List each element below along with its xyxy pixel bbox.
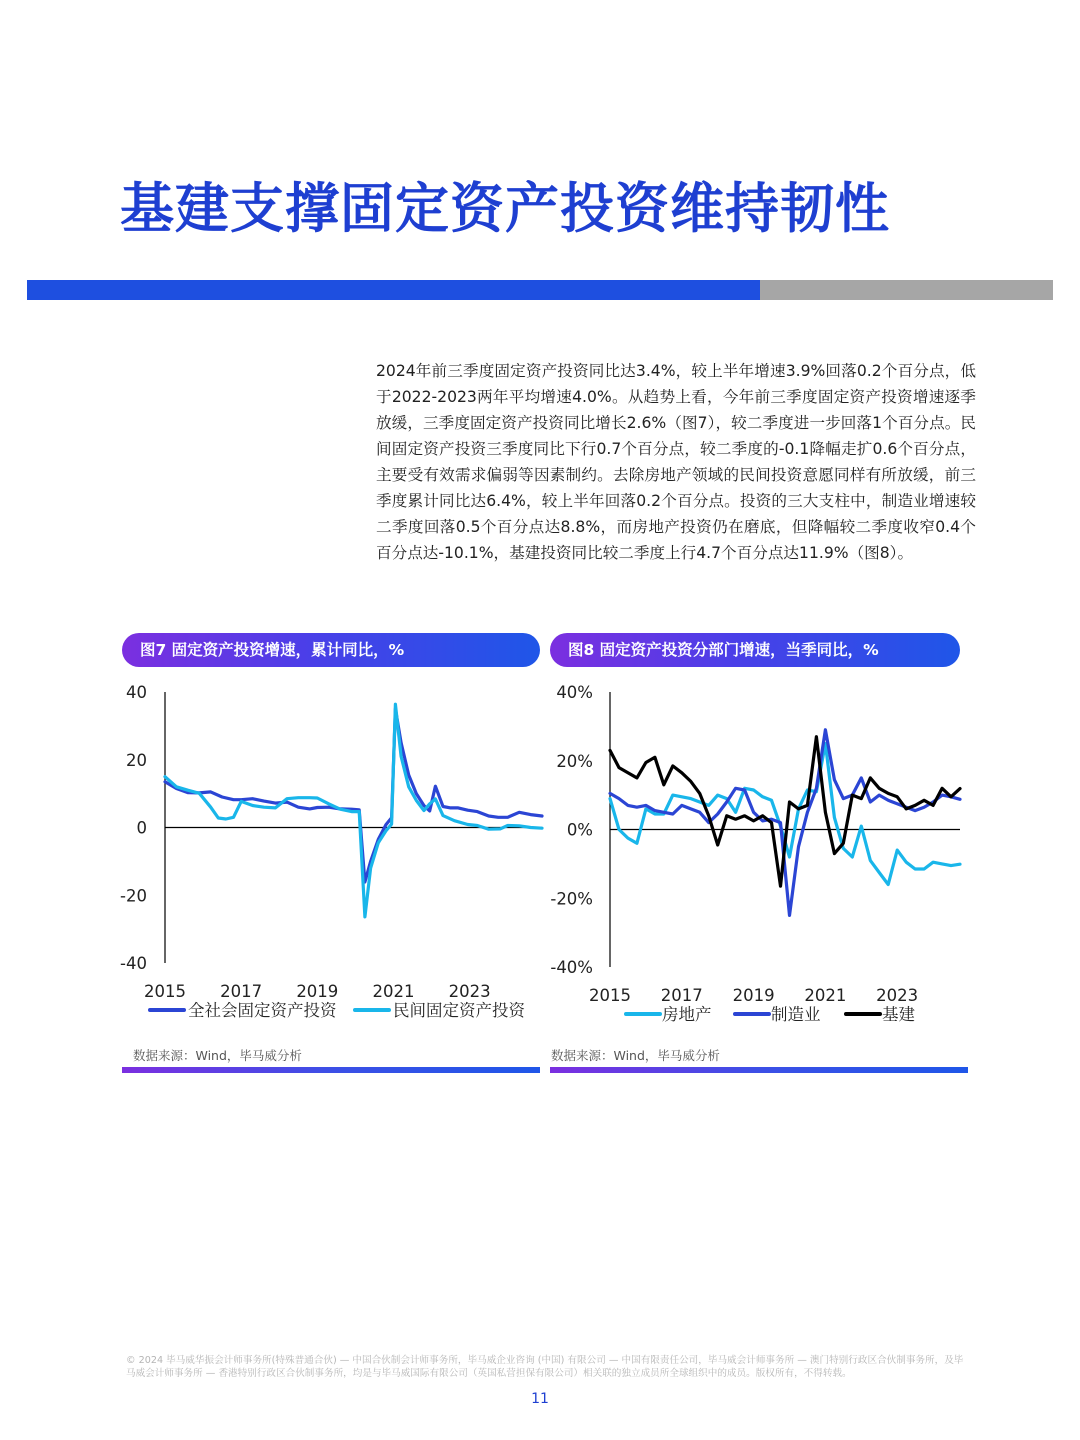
legend-label: 民间固定资产投资	[393, 1001, 525, 1020]
x-tick-label: 2015	[144, 982, 186, 1001]
series-line-2	[610, 730, 960, 916]
figure7-chart	[120, 675, 545, 1040]
legend-label: 房地产	[662, 1005, 712, 1024]
y-tick-label: 20%	[556, 751, 593, 771]
title-rule-blue	[27, 280, 760, 300]
y-tick-label: -40%	[550, 958, 593, 977]
y-tick-label: 0%	[566, 820, 593, 840]
body-paragraph: 2024年前三季度固定资产投资同比达3.4%，较上半年增速3.9%回落0.2个百分点，低于2022-2023两年平均增速4.0%。从趋势上看，今年前三季度固定资产投资增速逐季放缓，三季度固定资产投资同比增长2.6%（图7），较二季度进一步回落1个百分点。民间固定资产投资三季度同比下行0.7个百分点，较二季度的-0.1降幅走扩0.6个百分点，主要受有效需求偏弱等因素制约。去除房地产领域的民间投资意愿同样有所放缓，前三季度累计同比达6.4%，较上半年回落0.2个百分点。投资的三大支柱中，制造业增速较二季度回落0.5个百分点达8.8%，而房地产投资仍在磨底，但降幅较二季度收窄0.4个百分点达-10.1%，基建投资同比较二季度上行4.7个百分点达11.9%（图8）。	[376, 362, 976, 562]
figure7-header: 图7 固定资产投资增速，累计同比，%	[122, 633, 540, 667]
y-tick-label: -20	[120, 886, 147, 906]
series-line-2	[165, 704, 542, 917]
x-tick-label: 2017	[220, 982, 263, 1001]
page-number: 11	[531, 1391, 549, 1407]
figure7-footer-bar	[122, 1067, 540, 1073]
y-tick-label: -20%	[550, 889, 593, 909]
figure8-header: 图8 固定资产投资分部门增速，当季同比，%	[550, 633, 960, 667]
x-tick-label: 2019	[732, 986, 775, 1005]
figure8-chart	[548, 675, 973, 1040]
title-rule-gray	[760, 280, 1053, 300]
x-tick-label: 2015	[589, 986, 631, 1005]
figure8-footer-bar	[550, 1067, 968, 1073]
y-tick-label: 40%	[556, 683, 593, 702]
copyright-notice: © 2024 毕马威华振会计师事务所(特殊普通合伙) — 中国合伙制会计师事务所，毕马威企业咨询 (中国) 有限公司 — 中国有限责任公司，毕马威会计师事务所 — 澳门特别行政区合伙制事务所，及毕马威会计师事务所 — 香港特别行政区合伙制事务所，均是与毕马威国际有限公司（英国私营担保有限公司）相关联的独立成员所全球组织中的成员。版权所有，不得转载。	[126, 1355, 964, 1379]
figure7-source: 数据来源：Wind，毕马威分析	[133, 1048, 302, 1063]
x-tick-label: 2021	[372, 982, 415, 1001]
x-tick-label: 2023	[876, 986, 919, 1005]
x-tick-label: 2017	[660, 986, 703, 1005]
y-tick-label: 20	[126, 750, 147, 770]
legend-label: 基建	[882, 1005, 915, 1024]
y-tick-label: 40	[126, 683, 147, 702]
legend-label: 全社会固定资产投资	[188, 1001, 337, 1020]
x-tick-label: 2021	[804, 986, 847, 1005]
x-tick-label: 2019	[296, 982, 339, 1001]
figure8-source: 数据来源：Wind，毕马威分析	[551, 1048, 720, 1063]
y-tick-label: -40	[120, 954, 147, 973]
series-line-1	[165, 709, 542, 882]
y-tick-label: 0	[136, 818, 147, 838]
x-tick-label: 2023	[448, 982, 491, 1001]
legend-label: 制造业	[771, 1005, 821, 1024]
page-title: 基建支撑固定资产投资维持韧性	[120, 177, 890, 240]
